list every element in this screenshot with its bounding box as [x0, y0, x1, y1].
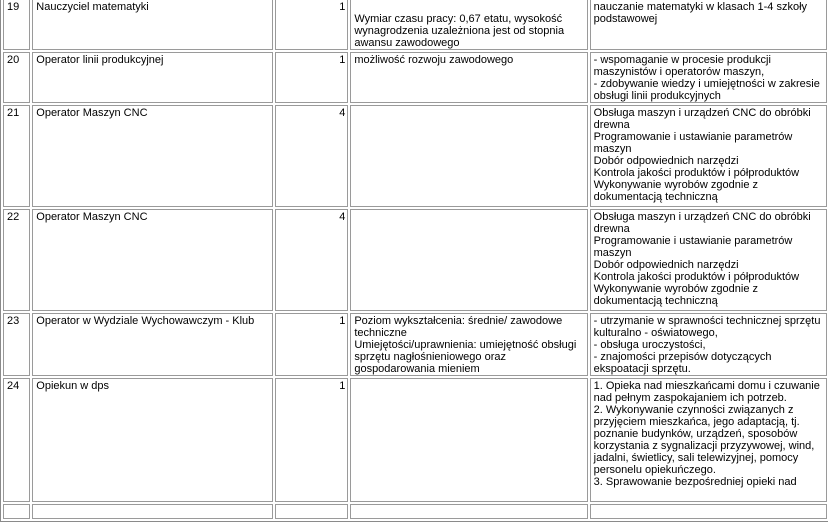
row-number-cell [3, 52, 30, 103]
table-body [3, 0, 827, 519]
duties-cell [590, 52, 827, 103]
vacancy-count: 4 [339, 107, 346, 119]
duty-line: Dobór odpowiednich narzędzi [593, 259, 739, 271]
vacancy-count-cell [275, 0, 349, 50]
duty-line: 2. Wykonywanie czynności związanych z przyjęciem mieszkańca, jego adaptacją, tj. poznanie budynków, urządzeń, sposobów korzystania z sygnalizacji przyzywowej, wind, jadalni, świetlicy, sali telewizyjnej, pomocy personelu opiekuńczego. [593, 404, 815, 476]
job-title: Operator Maszyn CNC [36, 107, 148, 119]
cell-spacer [354, 1, 584, 13]
vacancy-count-cell [275, 378, 349, 502]
requirements-cell [350, 209, 587, 311]
vacancy-count-cell [275, 313, 349, 376]
requirements-cell [350, 378, 587, 502]
requirement-line: Poziom wykształcenia: średnie/ zawodowe techniczne [354, 315, 563, 339]
row-number: 22 [7, 211, 20, 223]
job-title: Operator linii produkcyjnej [36, 54, 164, 66]
job-title-cell [32, 209, 272, 311]
job-title-cell [32, 0, 272, 50]
table-row [3, 105, 827, 207]
row-number: 23 [7, 315, 20, 327]
row-number: 21 [7, 107, 20, 119]
table-row [3, 378, 827, 502]
vacancy-count-cell [275, 209, 349, 311]
vacancy-count: 1 [339, 315, 346, 327]
row-number-cell [3, 313, 30, 376]
job-title-cell [32, 52, 272, 103]
requirement-line: Wymiar czasu pracy: 0,67 etatu, wysokość wynagrodzenia uzależniona jest od stopnia awansu zawodowego [354, 13, 565, 49]
row-number-cell [3, 0, 30, 50]
row-number: 20 [7, 54, 20, 66]
vacancy-count-cell [275, 105, 349, 207]
duty-line: 3. Sprawowanie bezpośredniej opieki nad [593, 476, 797, 488]
requirements-cell [350, 313, 587, 376]
duty-line: Dobór odpowiednich narzędzi [593, 155, 739, 167]
duty-line: Obsługa maszyn i urządzeń CNC do obróbki drewna [593, 211, 811, 235]
requirements-cell [350, 0, 587, 50]
duty-line: - zdobywanie wiedzy i umiejętności w zakresie obsługi linii produkcyjnych [593, 78, 820, 102]
table-row [3, 313, 827, 376]
vacancy-count: 1 [339, 54, 346, 66]
requirement-line: możliwość rozwoju zawodowego [354, 54, 514, 66]
duty-line: Kontrola jakości produktów i półproduktów [593, 271, 800, 283]
job-title: Operator Maszyn CNC [36, 211, 148, 223]
row-number-cell [3, 378, 30, 502]
job-title: Operator w Wydziale Wychowawczym - Klub [36, 315, 255, 327]
duty-line: - znajomości przepisów dotyczących ekspoatacji sprzętu. [593, 351, 772, 375]
vacancy-count: 1 [339, 1, 346, 13]
duty-line: nauczanie matematyki w klasach 1-4 szkoły podstawowej [593, 1, 808, 25]
vacancy-count: 1 [339, 380, 346, 392]
row-number: 24 [7, 380, 20, 392]
table-row [3, 209, 827, 311]
duties-cell [590, 105, 827, 207]
duty-line: - utrzymanie w sprawności technicznej sprzętu kulturalno - oświatowego, [593, 315, 821, 339]
row-number-cell [3, 105, 30, 207]
duties-cell [590, 209, 827, 311]
requirement-line: Umiejętości/uprawnienia: umiejętność obsługi sprzętu nagłośnieniowego oraz gospodarowania mieniem [354, 339, 577, 375]
vacancy-count: 4 [339, 211, 346, 223]
duty-line: Obsługa maszyn i urządzeń CNC do obróbki drewna [593, 107, 811, 131]
requirements-cell [350, 52, 587, 103]
duties-cell [590, 378, 827, 502]
duty-line: - obsługa uroczystości, [593, 339, 706, 351]
duties-cell [590, 0, 827, 50]
job-title: Nauczyciel matematyki [36, 1, 149, 13]
job-title: Opiekun w dps [36, 380, 110, 392]
requirements-cell [350, 105, 587, 207]
duty-line: Wykonywanie wyrobów zgodnie z dokumentacją techniczną [593, 283, 759, 307]
duty-line: Programowanie i ustawianie parametrów maszyn [593, 131, 793, 155]
duty-line: 1. Opieka nad mieszkańcami domu i czuwanie nad pełnym zaspokajaniem ich potrzeb. [593, 380, 820, 404]
row-number: 19 [7, 1, 20, 13]
table-row [3, 0, 827, 50]
job-title-cell [32, 105, 272, 207]
job-title-cell [32, 378, 272, 502]
job-title-cell [32, 313, 272, 376]
table-row [3, 52, 827, 103]
duty-line: - wspomaganie w procesie produkcji maszynistów i operatorów maszyn, [593, 54, 771, 78]
duty-line: Wykonywanie wyrobów zgodnie z dokumentacją techniczną [593, 179, 759, 203]
duty-line: Programowanie i ustawianie parametrów maszyn [593, 235, 793, 259]
duties-cell [590, 313, 827, 376]
duty-line: Kontrola jakości produktów i półproduktów [593, 167, 800, 179]
row-number-cell [3, 209, 30, 311]
vacancy-count-cell [275, 52, 349, 103]
